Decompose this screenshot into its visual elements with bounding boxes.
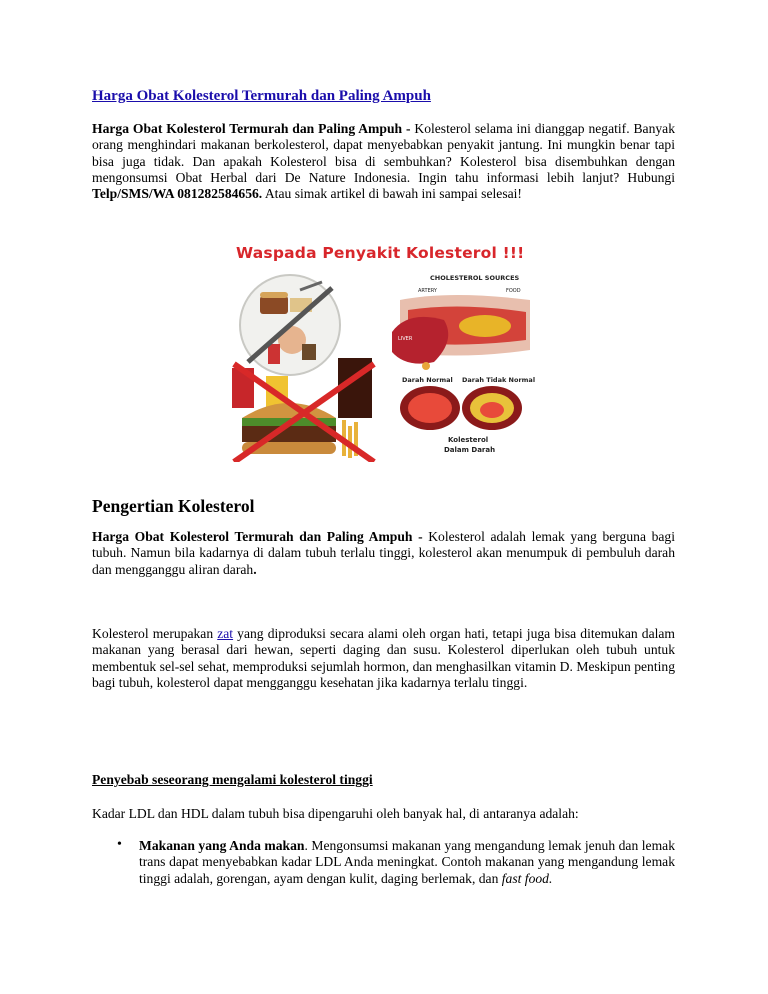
- list-item-title: Makanan yang Anda makan: [139, 838, 305, 853]
- section-heading-pengertian: Pengertian Kolesterol: [92, 496, 255, 516]
- list-item-italic: fast food.: [501, 870, 553, 886]
- label-in-blood: Dalam Darah: [444, 446, 496, 454]
- intro-paragraph: [92, 121, 675, 202]
- label-abnormal-blood: Darah Tidak Normal: [462, 376, 536, 384]
- infographic-title: Waspada Penyakit Kolesterol !!!: [236, 244, 525, 262]
- causes-intro: Kadar LDL dan HDL dalam tubuh bisa dipengaruhi oleh banyak hal, di antaranya adalah:: [92, 806, 579, 821]
- definition-text: Kolesterol adalah lemak yang berguna bagi tubuh. Namun bila kadarnya di dalam tubuh terlalu tinggi, kolesterol akan menumpuk di pembuluh darah dan mengganggu aliran darah: [92, 529, 675, 577]
- article-title-link[interactable]: Harga Obat Kolesterol Termurah dan Paling Ampuh: [92, 88, 431, 104]
- zat-paragraph: [92, 626, 675, 691]
- label-cholesterol: Kolesterol: [448, 436, 489, 444]
- definition-end: .: [253, 561, 257, 577]
- label-food: FOOD: [506, 288, 521, 294]
- definition-paragraph: [92, 529, 675, 578]
- bullet-marker: •: [117, 837, 122, 852]
- lifestyle-circle-icon: [240, 275, 340, 375]
- zat-after: yang diproduksi secara alami oleh organ hati, tetapi juga bisa ditemukan dalam makanan yang berasal dari hewan, seperti daging dan susu. Kolesterol diperlukan oleh tubuh untuk membentuk sel-sel sehat, memproduksi sejumlah hormon, dan menghasilkan vitamin D. Meskipun penting bagi tubuh, kolesterol dapat mengganggu kesehatan jika kadarnya terlalu tinggi.: [92, 626, 675, 690]
- intro-tail: Atau simak artikel di bawah ini sampai selesai!: [262, 186, 522, 202]
- intro-text: Kolesterol selama ini dianggap negatif. Banyak orang menghindari makanan berkolesterol, dapat menyebabkan penyakit jantung. Ini mungkin benar tapi bisa juga tidak. Dan apakah Kolesterol bisa di sembuhkan? Kolesterol bisa disembuhkan dengan mengonsumsi Obat Herbal dari De Nature Indonesia. Ingin tahu informasi lebih lanjut? Hubungi: [92, 121, 676, 185]
- label-normal-blood: Darah Normal: [402, 376, 453, 384]
- list-item-text: . Mengonsumsi makanan yang mengandung lemak jenuh dan lemak trans dapat menyebabkan kadar LDL Anda meningkat. Contoh makanan yang mengandung lemak tinggi adalah, gorengan, ayam dengan kulit, daging berlemak, dan: [139, 838, 675, 886]
- section-heading-penyebab: Penyebab seseorang mengalami kolesterol tinggi: [92, 772, 373, 787]
- definition-lead: Harga Obat Kolesterol Termurah dan Paling Ampuh -: [92, 529, 429, 544]
- label-artery: ARTERY: [418, 288, 437, 294]
- list-item: [139, 838, 675, 887]
- label-liver: LIVER: [398, 336, 413, 342]
- label-sources: CHOLESTEROL SOURCES: [430, 274, 520, 282]
- artery-liver-icon: [392, 295, 530, 370]
- blood-vessel-icon: [400, 386, 522, 430]
- cholesterol-infographic: [230, 240, 540, 462]
- zat-link[interactable]: zat: [217, 626, 234, 641]
- zat-before: Kolesterol merupakan: [92, 626, 218, 641]
- intro-lead: Harga Obat Kolesterol Termurah dan Paling Ampuh -: [92, 121, 415, 136]
- contact-phone: Telp/SMS/WA 081282584656.: [92, 186, 263, 202]
